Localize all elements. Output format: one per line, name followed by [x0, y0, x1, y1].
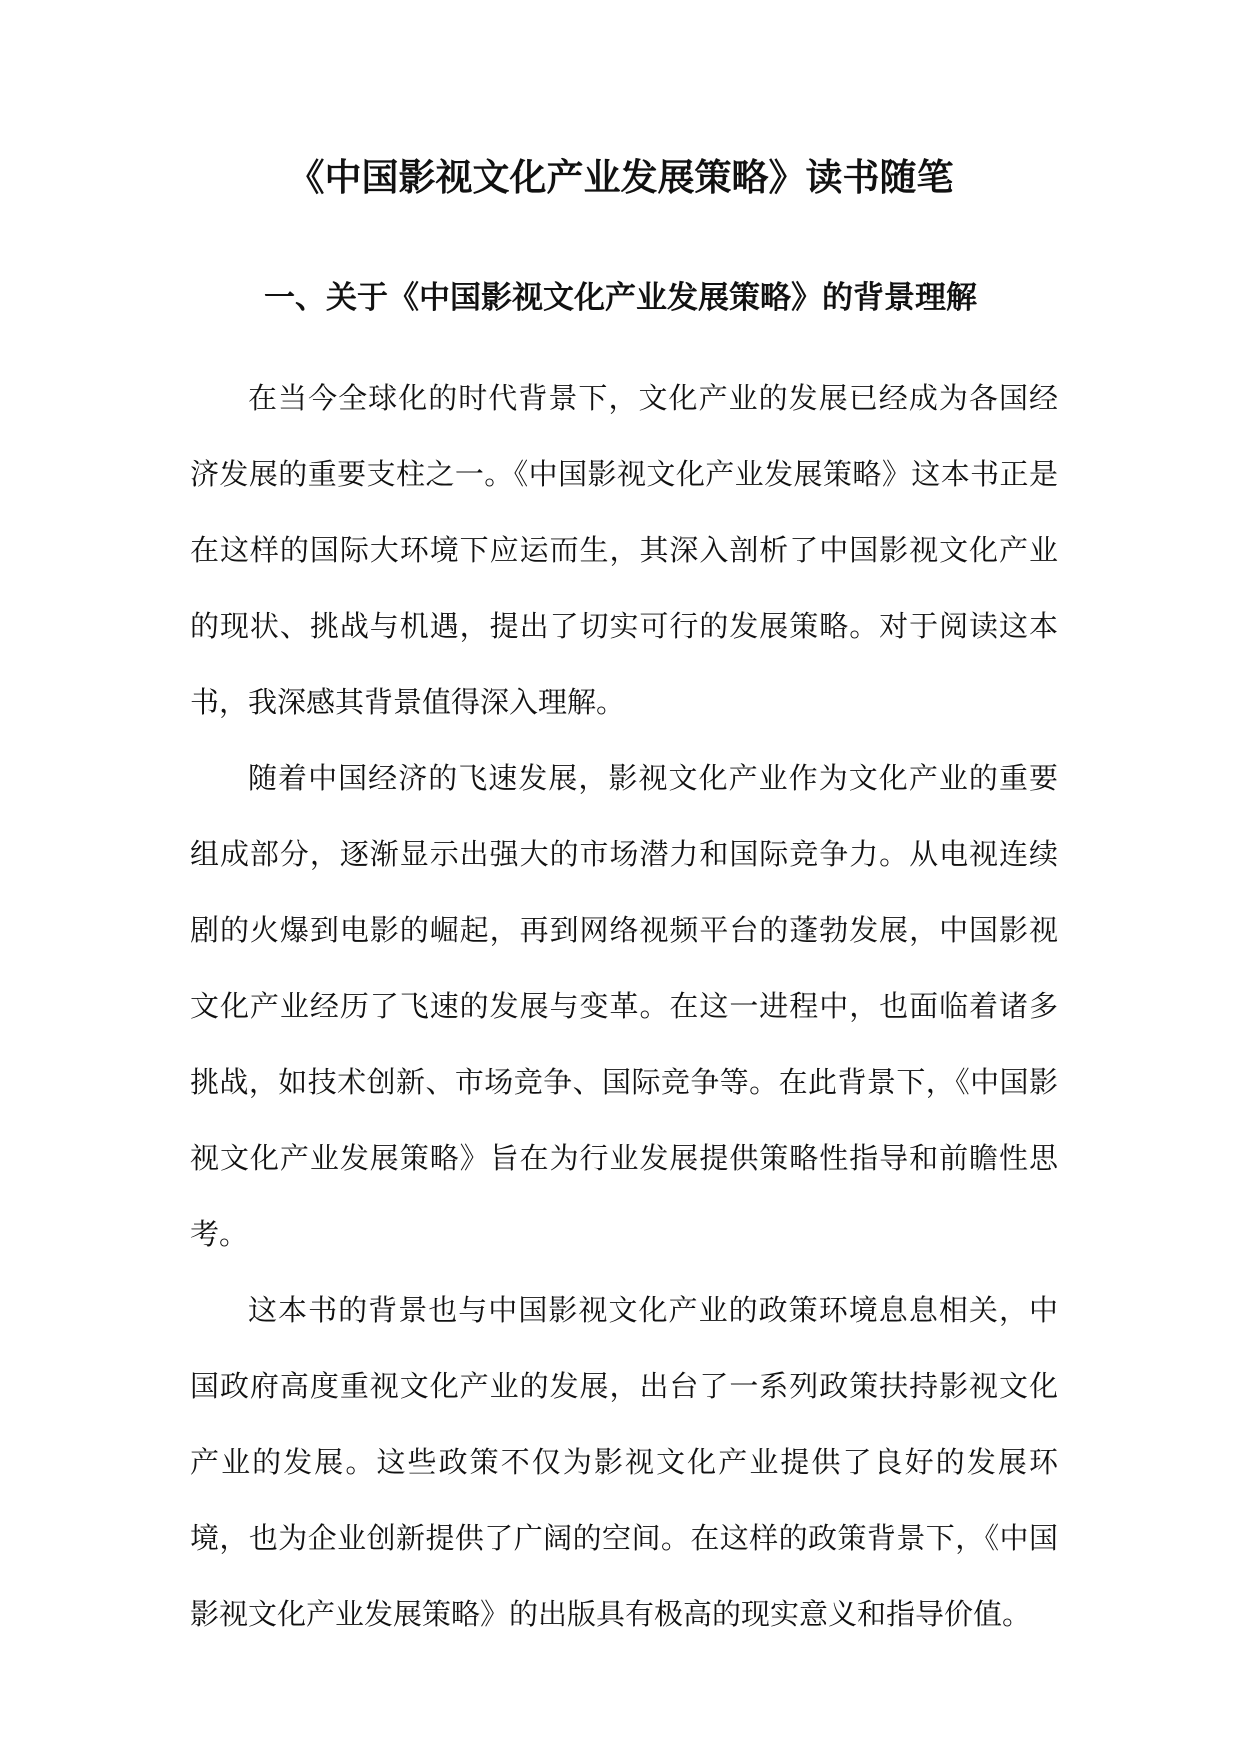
section-heading: 一、关于《中国影视文化产业发展策略》的背景理解: [264, 280, 977, 316]
body-text: [190, 360, 1058, 1652]
document-title: 《中国影视文化产业发展策略》读书随笔: [287, 155, 954, 199]
paragraph-2: 随着中国经济的飞速发展，影视文化产业作为文化产业的重要组成部分，逐渐显示出强大的市场潜力和国际竞争力。从电视连续剧的火爆到电影的崛起，再到网络视频平台的蓬勃发展，中国影视文化产业经历了飞速的发展与变革。在这一进程中，也面临着诸多挑战，如技术创新、市场竞争、国际竞争等。在此背景下，《中国影视文化产业发展策略》旨在为行业发展提供策略性指导和前瞻性思考。: [190, 761, 1058, 1251]
paragraph-1: 在当今全球化的时代背景下，文化产业的发展已经成为各国经济发展的重要支柱之一。《中国影视文化产业发展策略》这本书正是在这样的国际大环境下应运而生，其深入剖析了中国影视文化产业的现状、挑战与机遇，提出了切实可行的发展策略。对于阅读这本书，我深感其背景值得深入理解。: [190, 381, 1058, 719]
paragraph-3: 这本书的背景也与中国影视文化产业的政策环境息息相关，中国政府高度重视文化产业的发展，出台了一系列政策扶持影视文化产业的发展。这些政策不仅为影视文化产业提供了良好的发展环境，也为企业创新提供了广阔的空间。在这样的政策背景下，《中国影视文化产业发展策略》的出版具有极高的现实意义和指导价值。: [190, 1293, 1058, 1631]
